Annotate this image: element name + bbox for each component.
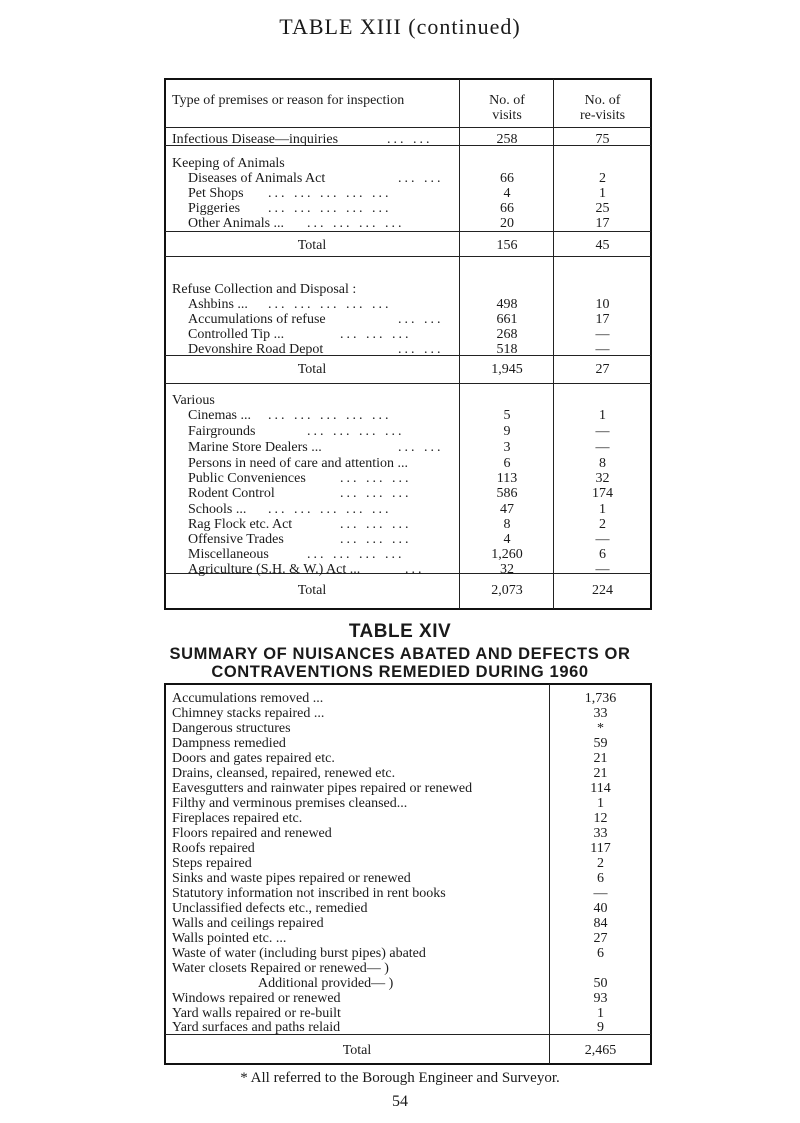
row-revisits: 25 bbox=[595, 201, 610, 216]
row-value: 114 bbox=[590, 781, 611, 796]
total-revisits: 27 bbox=[595, 362, 610, 377]
row-visits: 66 bbox=[500, 201, 514, 216]
total-label: Total bbox=[297, 583, 327, 598]
row-revisits: — bbox=[595, 342, 610, 357]
column-divider bbox=[553, 79, 554, 609]
row-label: Windows repaired or renewed bbox=[172, 991, 341, 1006]
row-label: Chimney stacks repaired ... bbox=[172, 706, 325, 721]
row-label: Diseases of Animals Act bbox=[188, 171, 326, 186]
section-heading: Refuse Collection and Disposal : bbox=[172, 282, 357, 297]
row-revisits: — bbox=[595, 440, 610, 455]
footnote: * All referred to the Borough Engineer and Surveyor. bbox=[240, 1070, 560, 1086]
table-14-subtitle-line1: SUMMARY OF NUISANCES ABATED AND DEFECTS OR bbox=[169, 645, 631, 663]
row-label: Filthy and verminous premises cleansed... bbox=[172, 796, 408, 811]
row-revisits: 1 bbox=[599, 408, 606, 423]
row-label: Sinks and waste pipes repaired or renewed bbox=[172, 871, 411, 886]
row-value: 6 bbox=[597, 946, 604, 961]
total-label: Total bbox=[297, 362, 327, 377]
row-revisits: 6 bbox=[599, 547, 606, 562]
row-revisits: 75 bbox=[595, 132, 610, 147]
table-14-subtitle-line2: CONTRAVENTIONS REMEDIED DURING 1960 bbox=[211, 663, 589, 681]
row-label: Floors repaired and renewed bbox=[172, 826, 332, 841]
row-value: — bbox=[593, 886, 608, 901]
row-revisits: — bbox=[595, 562, 610, 577]
row-label: Fireplaces repaired etc. bbox=[172, 811, 303, 826]
row-label: Roofs repaired bbox=[172, 841, 255, 856]
row-value: 84 bbox=[593, 916, 608, 931]
header-visits-line2: visits bbox=[492, 108, 522, 123]
leader-dots: ... ... ... ... ... bbox=[268, 297, 392, 312]
row-label: Persons in need of care and attention ... bbox=[188, 456, 409, 471]
header-type: Type of premises or reason for inspection bbox=[172, 93, 405, 108]
leader-dots: ... ... ... ... ... bbox=[268, 408, 392, 423]
row-label: Water closets Repaired or renewed— ) bbox=[172, 961, 389, 976]
total-revisits: 224 bbox=[592, 583, 613, 598]
row-visits: 4 bbox=[503, 532, 511, 547]
row-value: 21 bbox=[593, 751, 608, 766]
row-label: Schools ... bbox=[188, 502, 247, 517]
header-revisits-line1: No. of bbox=[584, 93, 621, 108]
leader-dots: ... ... bbox=[398, 342, 444, 357]
row-value: 33 bbox=[593, 706, 608, 721]
row-revisits: 17 bbox=[595, 312, 610, 327]
row-divider bbox=[165, 256, 651, 257]
row-label: Miscellaneous bbox=[188, 547, 269, 562]
table-14-title: TABLE XIV bbox=[348, 621, 452, 642]
row-label: Doors and gates repaired etc. bbox=[172, 751, 335, 766]
leader-dots: ... ... ... bbox=[340, 486, 412, 501]
row-visits: 6 bbox=[503, 456, 511, 471]
section-heading: Keeping of Animals bbox=[172, 156, 285, 171]
row-visits: 4 bbox=[503, 186, 511, 201]
row-visits: 5 bbox=[503, 408, 511, 423]
row-visits: 9 bbox=[503, 424, 511, 439]
row-visits: 1,260 bbox=[491, 547, 523, 562]
row-label: Ashbins ... bbox=[188, 297, 248, 312]
header-visits-line1: No. of bbox=[489, 93, 525, 108]
leader-dots: ... ... ... bbox=[340, 327, 412, 342]
row-value: 59 bbox=[593, 736, 608, 751]
row-visits: 518 bbox=[496, 342, 518, 357]
row-label: Steps repaired bbox=[172, 856, 252, 871]
row-visits: 258 bbox=[496, 132, 518, 147]
table-14-total-label: Total bbox=[342, 1043, 372, 1058]
row-value: 27 bbox=[593, 931, 608, 946]
row-label: Accumulations of refuse bbox=[188, 312, 326, 327]
row-revisits: 1 bbox=[599, 186, 606, 201]
row-value: 21 bbox=[593, 766, 608, 781]
row-value: 93 bbox=[593, 991, 608, 1006]
row-label: Public Conveniences bbox=[188, 471, 306, 486]
total-visits: 1,945 bbox=[491, 362, 523, 377]
leader-dots: ... ... bbox=[398, 440, 444, 455]
row-label: Dampness remedied bbox=[172, 736, 286, 751]
row-label: Other Animals ... bbox=[188, 216, 285, 231]
row-label: Rag Flock etc. Act bbox=[188, 517, 293, 532]
row-revisits: 32 bbox=[595, 471, 610, 486]
row-value: 6 bbox=[597, 871, 604, 886]
row-revisits: — bbox=[595, 424, 610, 439]
row-label: Additional provided— ) bbox=[258, 976, 394, 991]
header-revisits-line2: re-visits bbox=[579, 108, 626, 123]
row-label: Pet Shops bbox=[188, 186, 244, 201]
row-visits: 47 bbox=[500, 502, 514, 517]
row-label: Eavesgutters and rainwater pipes repaired or renewed bbox=[172, 781, 473, 796]
row-value: 2 bbox=[597, 856, 604, 871]
leader-dots: ... ... ... ... ... bbox=[268, 502, 392, 517]
leader-dots: ... ... ... ... ... bbox=[268, 201, 392, 216]
row-label: Piggeries bbox=[188, 201, 241, 216]
row-visits: 20 bbox=[500, 216, 514, 231]
row-value: 50 bbox=[593, 976, 608, 991]
row-value: 9 bbox=[597, 1020, 604, 1035]
row-label: Infectious Disease—inquiries bbox=[172, 132, 339, 147]
leader-dots: ... ... ... ... bbox=[307, 424, 405, 439]
row-value: 1 bbox=[597, 796, 604, 811]
section-heading: Various bbox=[172, 393, 215, 408]
row-revisits: — bbox=[595, 327, 610, 342]
row-value: 33 bbox=[593, 826, 608, 841]
row-value: 1 bbox=[597, 1006, 604, 1021]
row-revisits: 174 bbox=[592, 486, 613, 501]
leader-dots: ... ... ... ... bbox=[307, 547, 405, 562]
row-visits: 8 bbox=[503, 517, 511, 532]
row-label: Offensive Trades bbox=[188, 532, 284, 547]
leader-dots: ... ... ... ... bbox=[307, 216, 405, 231]
leader-dots: ... ... ... bbox=[340, 471, 412, 486]
page-number: 54 bbox=[392, 1093, 408, 1110]
total-revisits: 45 bbox=[595, 238, 610, 253]
row-visits: 66 bbox=[500, 171, 514, 186]
row-revisits: 2 bbox=[599, 171, 606, 186]
row-revisits: 17 bbox=[595, 216, 610, 231]
row-label: Yard surfaces and paths relaid bbox=[172, 1020, 341, 1035]
row-label: Statutory information not inscribed in rent books bbox=[172, 886, 446, 901]
table-13-title: TABLE XIII (continued) bbox=[279, 14, 521, 39]
row-value: * bbox=[597, 721, 604, 736]
row-revisits: — bbox=[595, 532, 610, 547]
row-revisits: 1 bbox=[599, 502, 606, 517]
leader-dots: ... ... ... bbox=[340, 517, 412, 532]
total-label: Total bbox=[297, 238, 327, 253]
row-label: Drains, cleansed, repaired, renewed etc. bbox=[172, 766, 396, 781]
total-visits: 156 bbox=[496, 238, 518, 253]
total-visits: 2,073 bbox=[491, 583, 523, 598]
row-label: Walls and ceilings repaired bbox=[172, 916, 324, 931]
row-label: Cinemas ... bbox=[188, 408, 251, 423]
row-label: Yard walls repaired or re-built bbox=[172, 1006, 341, 1021]
row-value: 40 bbox=[593, 901, 608, 916]
leader-dots: ... ... bbox=[398, 171, 444, 186]
row-divider bbox=[165, 127, 651, 128]
row-visits: 32 bbox=[500, 562, 514, 577]
row-visits: 498 bbox=[496, 297, 518, 312]
row-label: Fairgrounds bbox=[188, 424, 256, 439]
row-label: Dangerous structures bbox=[172, 721, 291, 736]
row-value: 12 bbox=[593, 811, 608, 826]
row-label: Accumulations removed ... bbox=[172, 691, 324, 706]
row-label: Walls pointed etc. ... bbox=[172, 931, 287, 946]
row-value: 117 bbox=[590, 841, 611, 856]
row-revisits: 8 bbox=[599, 456, 606, 471]
row-label: Devonshire Road Depot bbox=[188, 342, 324, 357]
row-divider bbox=[165, 383, 651, 384]
row-visits: 3 bbox=[503, 440, 511, 455]
row-label: Waste of water (including burst pipes) abated bbox=[172, 946, 426, 961]
row-label: Controlled Tip ... bbox=[188, 327, 285, 342]
row-label: Unclassified defects etc., remedied bbox=[172, 901, 368, 916]
row-visits: 661 bbox=[496, 312, 518, 327]
row-revisits: 2 bbox=[599, 517, 606, 532]
row-label: Agriculture (S.H. & W.) Act ... bbox=[188, 562, 361, 577]
row-visits: 113 bbox=[496, 471, 518, 486]
row-label: Marine Store Dealers ... bbox=[188, 440, 322, 455]
row-visits: 268 bbox=[496, 327, 518, 342]
row-revisits: 10 bbox=[595, 297, 610, 312]
row-label: Rodent Control bbox=[188, 486, 275, 501]
column-divider bbox=[549, 684, 550, 1064]
column-divider bbox=[459, 79, 460, 609]
leader-dots: ... ... bbox=[387, 132, 433, 147]
table-14-total-value: 2,465 bbox=[584, 1043, 617, 1058]
leader-dots: ... ... ... bbox=[340, 532, 412, 547]
row-visits: 586 bbox=[496, 486, 518, 501]
leader-dots: ... bbox=[405, 562, 425, 577]
leader-dots: ... ... ... ... ... bbox=[268, 186, 392, 201]
leader-dots: ... ... bbox=[398, 312, 444, 327]
row-value: 1,736 bbox=[584, 691, 617, 706]
